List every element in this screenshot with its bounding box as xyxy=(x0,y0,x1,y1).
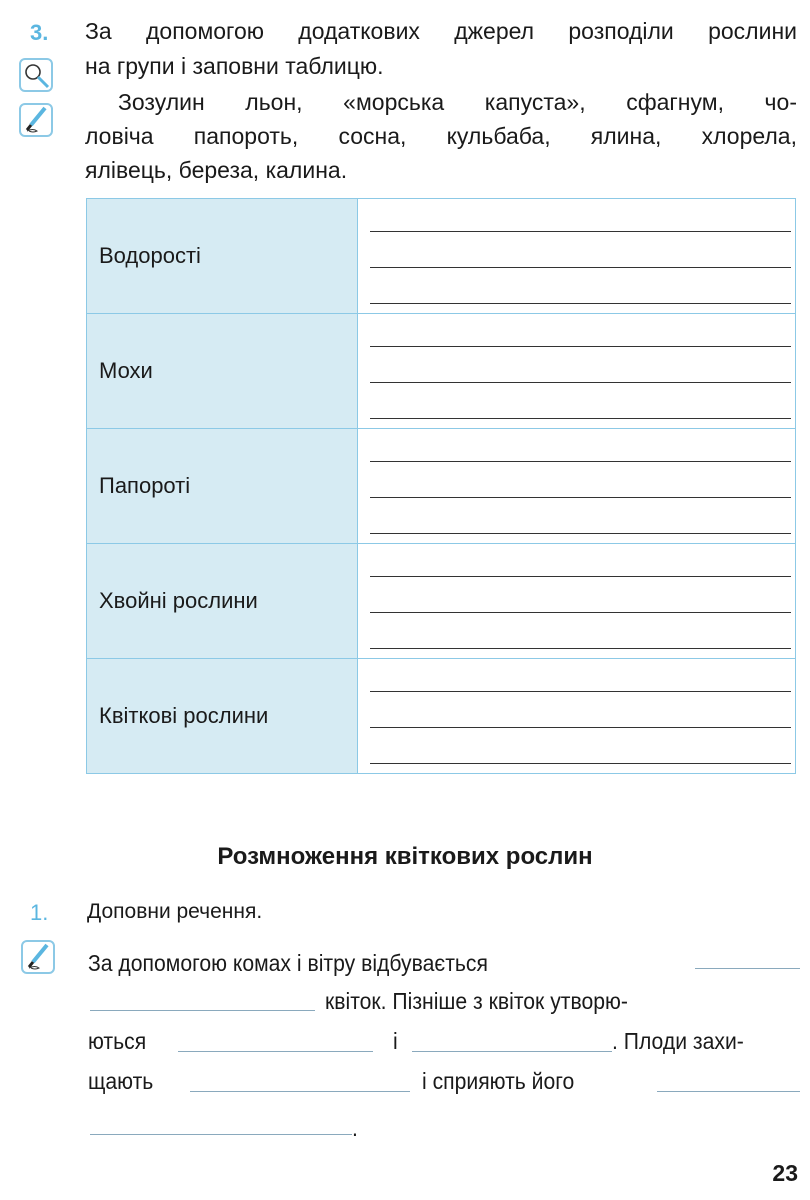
answer-lines[interactable] xyxy=(358,429,796,544)
sentence-text: . xyxy=(352,1115,358,1141)
page-number: 23 xyxy=(772,1160,798,1186)
plant-list-line: Зозулин льон, «морська капуста», сфагнум, чо- xyxy=(118,89,797,115)
task-instruction: Доповни речення. xyxy=(87,900,263,923)
row-label: Квіткові рослини xyxy=(87,659,358,774)
instruction-line: За допомогою додаткових джерел розподіли рослини xyxy=(85,18,797,44)
pen-icon xyxy=(21,940,55,974)
blank-field[interactable] xyxy=(90,1133,352,1135)
row-label: Мохи xyxy=(87,314,358,429)
blank-field[interactable] xyxy=(695,967,800,969)
sentence-text: і xyxy=(393,1028,398,1054)
sentence-text: ються xyxy=(88,1028,147,1054)
row-label: Водорості xyxy=(87,199,358,314)
answer-lines[interactable] xyxy=(358,544,796,659)
blank-field[interactable] xyxy=(178,1050,373,1052)
blank-field[interactable] xyxy=(412,1050,612,1052)
blank-field[interactable] xyxy=(190,1090,410,1092)
sentence-text: За допомогою комах і вітру відбувається xyxy=(88,950,488,976)
magnifier-icon xyxy=(19,58,53,92)
plant-list-line: ялівець, береза, калина. xyxy=(85,157,348,183)
plant-list-line: ловіча папороть, сосна, кульбаба, ялина, хлорела, xyxy=(85,123,797,149)
sentence-line xyxy=(88,950,488,977)
row-label: Хвойні рослини xyxy=(87,544,358,659)
answer-lines[interactable] xyxy=(358,199,796,314)
pen-icon xyxy=(19,103,53,137)
sentence-text: і сприяють його xyxy=(422,1068,575,1094)
task-number: 1. xyxy=(30,900,49,925)
answer-lines[interactable] xyxy=(358,314,796,429)
row-label: Папороті xyxy=(87,429,358,544)
section-title: Розмноження квіткових рослин xyxy=(217,843,593,870)
table-row xyxy=(87,659,796,774)
plant-groups-table xyxy=(86,198,796,774)
sentence-text: . Плоди захи- xyxy=(612,1028,744,1054)
table-row xyxy=(87,314,796,429)
answer-lines[interactable] xyxy=(358,659,796,774)
blank-field[interactable] xyxy=(90,1009,315,1011)
table-row xyxy=(87,544,796,659)
sentence-text: квіток. Пізніше з квіток утворю- xyxy=(325,988,628,1014)
instruction-line: на групи і заповни таблицю. xyxy=(85,53,384,79)
sentence-text: щають xyxy=(88,1068,154,1094)
task-number: 3. xyxy=(30,20,49,45)
table-row xyxy=(87,199,796,314)
blank-field[interactable] xyxy=(657,1090,800,1092)
table-row xyxy=(87,429,796,544)
